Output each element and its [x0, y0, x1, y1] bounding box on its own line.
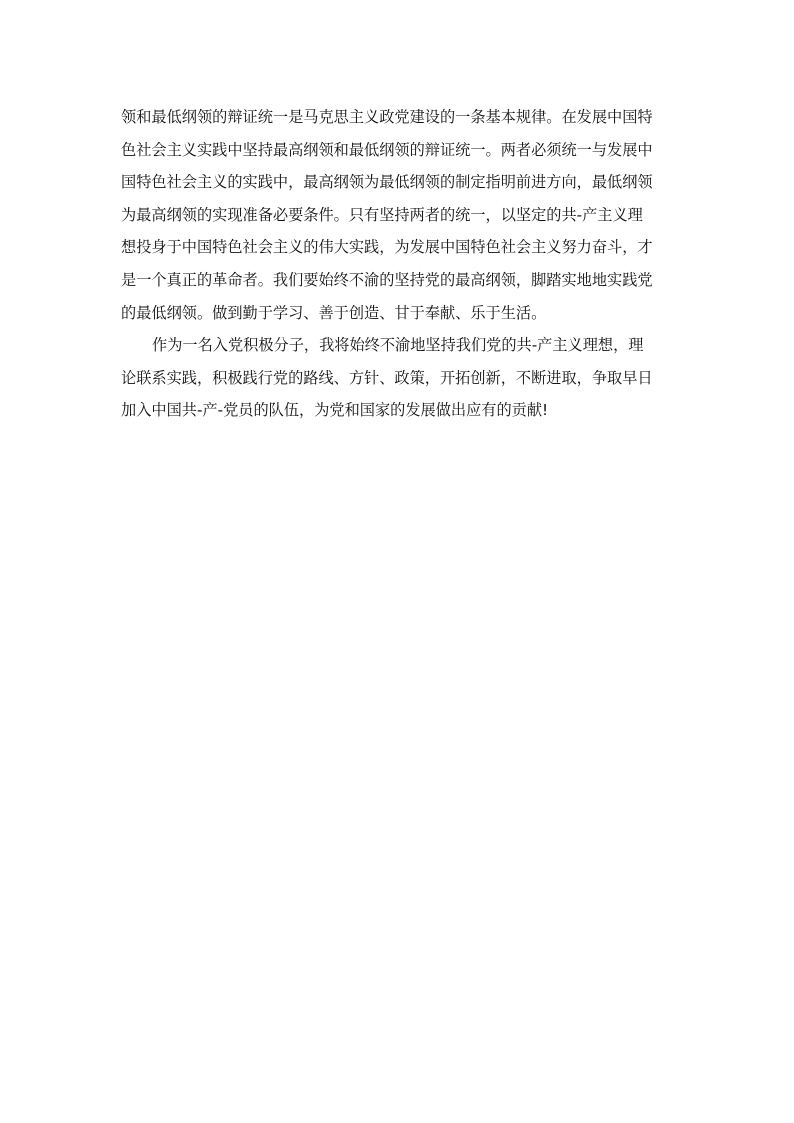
paragraph-line: 作为一名入党积极分子，我将始终不渝地坚持我们党的共-产主义理想，理 [152, 336, 644, 355]
paragraph-line: 是一个真正的革命者。我们要始终不渝的坚持党的最高纲领，脚踏实地地实践党 [121, 270, 653, 289]
paragraph-2 [121, 329, 677, 427]
paragraph-line: 想投身于中国特色社会主义的伟大实践，为发展中国特色社会主义努力奋斗，才 [121, 238, 653, 257]
paragraph-1 [121, 101, 677, 329]
paragraph-line: 国特色社会主义的实践中，最高纲领为最低纲领的制定指明前进方向，最低纲领 [121, 173, 653, 192]
paragraph-line: 领和最低纲领的辩证统一是马克思主义政党建设的一条基本规律。在发展中国特 [121, 108, 653, 126]
paragraph-line: 的最低纲领。做到勤于学习、善于创造、甘于奉献、乐于生活。 [121, 303, 547, 322]
paragraph-line: 色社会主义实践中坚持最高纲领和最低纲领的辩证统一。两者必须统一与发展中 [121, 140, 653, 159]
document-body [121, 101, 677, 427]
paragraph-line: 加入中国共-产-党员的队伍，为党和国家的发展做出应有的贡献! [121, 401, 549, 420]
paragraph-line: 为最高纲领的实现准备必要条件。只有坚持两者的统一，以坚定的共-产主义理 [121, 205, 643, 224]
paragraph-line: 论联系实践，积极践行党的路线、方针、政策，开拓创新，不断进取，争取早日 [121, 368, 653, 387]
